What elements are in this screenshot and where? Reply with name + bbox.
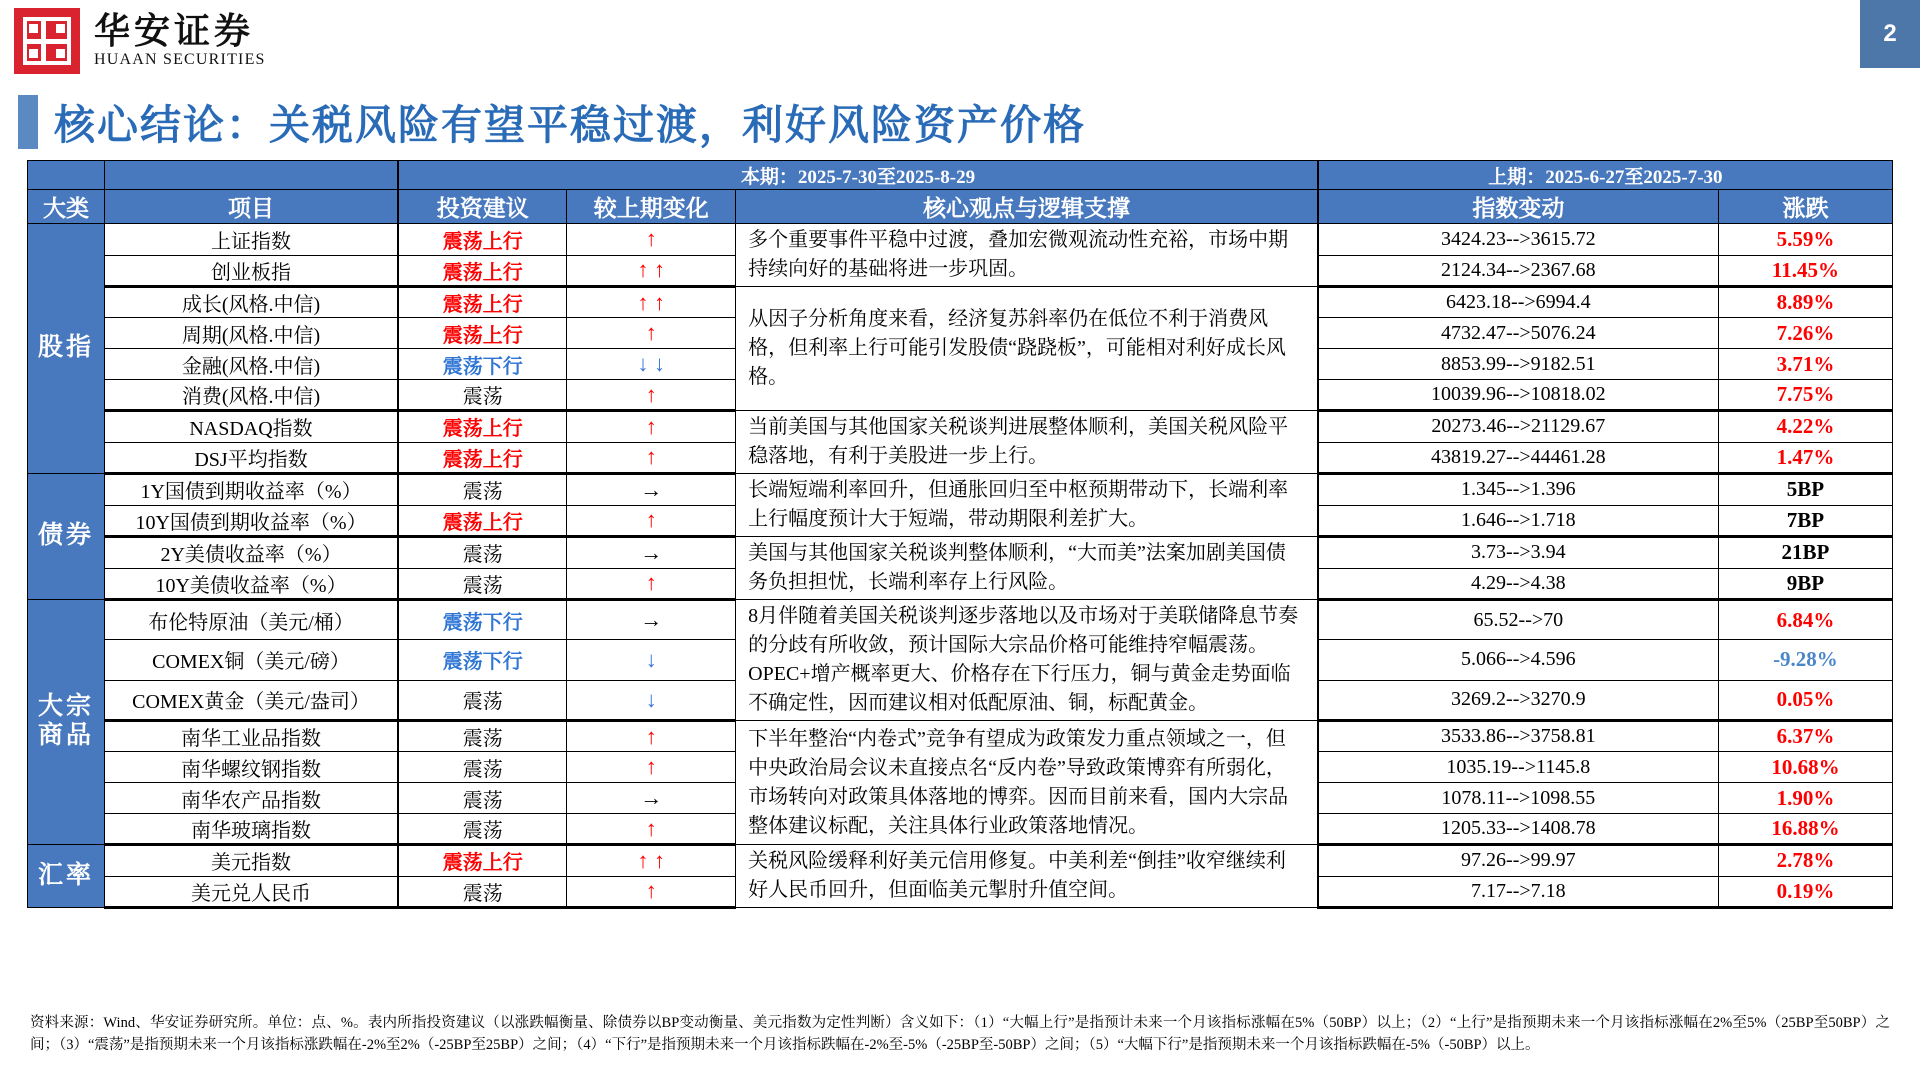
change-arrow-cell: ↓ bbox=[567, 680, 736, 720]
pct-change-cell: 7.75% bbox=[1718, 380, 1892, 411]
advice-cell: 震荡 bbox=[398, 814, 567, 845]
item-name-cell: 南华农产品指数 bbox=[104, 783, 398, 814]
advice-cell: 震荡 bbox=[398, 537, 567, 569]
core-view-cell: 长端短端利率回升，但通胀回归至中枢预期带动下，长端利率上行幅度预计大于短端，带动期限利差扩大。 bbox=[736, 474, 1318, 537]
advice-cell: 震荡下行 bbox=[398, 600, 567, 640]
core-view-cell: 从因子分析角度来看，经济复苏斜率仍在低位不利于消费风格，但利率上行可能引发股债“跷跷板”，可能相对利好成长风格。 bbox=[736, 287, 1318, 411]
col-view: 核心观点与逻辑支撑 bbox=[736, 190, 1318, 224]
pct-change-cell: 7BP bbox=[1718, 505, 1892, 537]
table-row bbox=[28, 474, 1893, 506]
item-name-cell: COMEX铜（美元/磅） bbox=[104, 640, 398, 680]
advice-cell: 震荡 bbox=[398, 752, 567, 783]
item-name-cell: 消费(风格.中信) bbox=[104, 380, 398, 411]
item-name-cell: 上证指数 bbox=[104, 224, 398, 256]
change-arrow-cell: ↑ bbox=[567, 814, 736, 845]
pct-change-cell: 3.71% bbox=[1718, 349, 1892, 380]
index-move-cell: 6423.18-->6994.4 bbox=[1318, 287, 1719, 318]
item-name-cell: 2Y美债收益率（%） bbox=[104, 537, 398, 569]
table-row bbox=[28, 287, 1893, 318]
item-name-cell: 南华工业品指数 bbox=[104, 721, 398, 752]
core-view-cell: 8月伴随着美国关税谈判逐步落地以及市场对于美联储降息节奏的分歧有所收敛，预计国际大宗品价格可能维持窄幅震荡。OPEC+增产概率更大、价格存在下行压力，铜与黄金走势面临不确定性，因而建议相对低配原油、铜，标配黄金。 bbox=[736, 600, 1318, 721]
change-arrow-cell: ↑ bbox=[567, 568, 736, 600]
col-pct: 涨跌 bbox=[1718, 190, 1892, 224]
pct-change-cell: 0.19% bbox=[1718, 876, 1892, 908]
category-cell: 大宗 商品 bbox=[28, 600, 105, 845]
item-name-cell: 布伦特原油（美元/桶） bbox=[104, 600, 398, 640]
index-move-cell: 7.17-->7.18 bbox=[1318, 876, 1719, 908]
pct-change-cell: 1.47% bbox=[1718, 442, 1892, 474]
brand-name-en: HUAAN SECURITIES bbox=[94, 50, 266, 68]
pct-change-cell: 1.90% bbox=[1718, 783, 1892, 814]
pct-change-cell: 6.84% bbox=[1718, 600, 1892, 640]
table-row bbox=[28, 600, 1893, 640]
change-arrow-cell: ↑ bbox=[567, 721, 736, 752]
company-logo bbox=[14, 8, 266, 74]
table-row bbox=[28, 411, 1893, 443]
table-row bbox=[28, 721, 1893, 752]
item-name-cell: 美元兑人民币 bbox=[104, 876, 398, 908]
period-current-header: 本期：2025-7-30至2025-8-29 bbox=[398, 161, 1318, 190]
change-arrow-cell: ↑ bbox=[567, 876, 736, 908]
index-move-cell: 4.29-->4.38 bbox=[1318, 568, 1719, 600]
index-move-cell: 8853.99-->9182.51 bbox=[1318, 349, 1719, 380]
col-change: 较上期变化 bbox=[567, 190, 736, 224]
source-footnote: 资料来源：Wind、华安证券研究所。单位：点、%。表内所指投资建议（以涨跌幅衡量、除债券以BP变动衡量、美元指数为定性判断）含义如下：（1）“大幅上行”是指预计未来一个月该指标涨幅在5%（50BP）以上；（2）“上行”是指预期未来一个月该指标涨幅在2%至5%（25BP至50BP）之间；（3）“震荡”是指预期未来一个月该指标涨跌幅在-2%至2%（-25BP至25BP）之间；（4）“下行”是指预期未来一个月该指标跌幅在-2%至-5%（-25BP至-50BP）之间；（5）“大幅下行”是指预期未来一个月该指标跌幅在-5%（-50BP）以上。 bbox=[30, 1015, 1890, 1054]
item-name-cell: 南华螺纹钢指数 bbox=[104, 752, 398, 783]
period-previous-header: 上期：2025-6-27至2025-7-30 bbox=[1318, 161, 1893, 190]
change-arrow-cell: → bbox=[567, 783, 736, 814]
advice-cell: 震荡上行 bbox=[398, 505, 567, 537]
title-accent-bar bbox=[18, 95, 38, 149]
item-name-cell: NASDAQ指数 bbox=[104, 411, 398, 443]
core-view-cell: 美国与其他国家关税谈判整体顺利，“大而美”法案加剧美国债务负担担忧，长端利率存上行风险。 bbox=[736, 537, 1318, 600]
item-name-cell: 创业板指 bbox=[104, 255, 398, 287]
index-move-cell: 65.52-->70 bbox=[1318, 600, 1719, 640]
col-item: 项目 bbox=[104, 190, 398, 224]
advice-cell: 震荡上行 bbox=[398, 255, 567, 287]
core-view-cell: 多个重要事件平稳中过渡，叠加宏微观流动性充裕，市场中期持续向好的基础将进一步巩固。 bbox=[736, 224, 1318, 287]
index-move-cell: 10039.96-->10818.02 bbox=[1318, 380, 1719, 411]
table-row bbox=[28, 537, 1893, 569]
index-move-cell: 1078.11-->1098.55 bbox=[1318, 783, 1719, 814]
pct-change-cell: 7.26% bbox=[1718, 318, 1892, 349]
table-head bbox=[28, 161, 1893, 224]
col-category: 大类 bbox=[28, 190, 105, 224]
pct-change-cell: 8.89% bbox=[1718, 287, 1892, 318]
change-arrow-cell: ↑ bbox=[567, 411, 736, 443]
pct-change-cell: 10.68% bbox=[1718, 752, 1892, 783]
index-move-cell: 3424.23-->3615.72 bbox=[1318, 224, 1719, 256]
index-move-cell: 1.345-->1.396 bbox=[1318, 474, 1719, 506]
change-arrow-cell: → bbox=[567, 474, 736, 506]
page-number-badge: 2 bbox=[1860, 0, 1920, 68]
change-arrow-cell: ↑ bbox=[567, 752, 736, 783]
core-view-cell: 关税风险缓释利好美元信用修复。中美利差“倒挂”收窄继续利好人民币回升，但面临美元掣肘升值空间。 bbox=[736, 845, 1318, 908]
page-title-row bbox=[18, 92, 1086, 151]
index-move-cell: 2124.34-->2367.68 bbox=[1318, 255, 1719, 287]
item-name-cell: 成长(风格.中信) bbox=[104, 287, 398, 318]
item-name-cell: 金融(风格.中信) bbox=[104, 349, 398, 380]
advice-cell: 震荡下行 bbox=[398, 640, 567, 680]
index-move-cell: 43819.27-->44461.28 bbox=[1318, 442, 1719, 474]
pct-change-cell: 9BP bbox=[1718, 568, 1892, 600]
index-move-cell: 97.26-->99.97 bbox=[1318, 845, 1719, 877]
item-name-cell: 1Y国债到期收益率（%） bbox=[104, 474, 398, 506]
index-move-cell: 3269.2-->3270.9 bbox=[1318, 680, 1719, 720]
pct-change-cell: 11.45% bbox=[1718, 255, 1892, 287]
index-move-cell: 5.066-->4.596 bbox=[1318, 640, 1719, 680]
col-advice: 投资建议 bbox=[398, 190, 567, 224]
pct-change-cell: 4.22% bbox=[1718, 411, 1892, 443]
advice-cell: 震荡 bbox=[398, 380, 567, 411]
advice-cell: 震荡 bbox=[398, 721, 567, 752]
change-arrow-cell: → bbox=[567, 537, 736, 569]
index-move-cell: 4732.47-->5076.24 bbox=[1318, 318, 1719, 349]
advice-cell: 震荡下行 bbox=[398, 349, 567, 380]
advice-cell: 震荡上行 bbox=[398, 442, 567, 474]
asset-outlook-table bbox=[27, 160, 1893, 909]
table-row bbox=[28, 224, 1893, 256]
huaan-logo-icon bbox=[14, 8, 80, 74]
core-view-cell: 当前美国与其他国家关税谈判进展整体顺利，美国关税风险平稳落地，有利于美股进一步上行。 bbox=[736, 411, 1318, 474]
change-arrow-cell: ↑ ↑ bbox=[567, 287, 736, 318]
advice-cell: 震荡上行 bbox=[398, 411, 567, 443]
index-move-cell: 1.646-->1.718 bbox=[1318, 505, 1719, 537]
change-arrow-cell: ↑ bbox=[567, 380, 736, 411]
index-move-cell: 20273.46-->21129.67 bbox=[1318, 411, 1719, 443]
change-arrow-cell: ↑ bbox=[567, 442, 736, 474]
table-body bbox=[28, 224, 1893, 908]
category-cell: 股指 bbox=[28, 224, 105, 474]
change-arrow-cell: ↑ ↑ bbox=[567, 845, 736, 877]
pct-change-cell: 21BP bbox=[1718, 537, 1892, 569]
change-arrow-cell: ↑ bbox=[567, 224, 736, 256]
pct-change-cell: 5.59% bbox=[1718, 224, 1892, 256]
item-name-cell: DSJ平均指数 bbox=[104, 442, 398, 474]
item-name-cell: 10Y美债收益率（%） bbox=[104, 568, 398, 600]
change-arrow-cell: ↑ bbox=[567, 318, 736, 349]
advice-cell: 震荡 bbox=[398, 568, 567, 600]
table-row bbox=[28, 845, 1893, 877]
category-cell: 债券 bbox=[28, 474, 105, 600]
advice-cell: 震荡上行 bbox=[398, 318, 567, 349]
advice-cell: 震荡 bbox=[398, 876, 567, 908]
brand-name-cn: 华安证券 bbox=[94, 10, 255, 53]
change-arrow-cell: ↑ ↑ bbox=[567, 255, 736, 287]
index-move-cell: 1205.33-->1408.78 bbox=[1318, 814, 1719, 845]
page-title: 核心结论：关税风险有望平稳过渡，利好风险资产价格 bbox=[54, 101, 1086, 149]
index-move-cell: 1035.19-->1145.8 bbox=[1318, 752, 1719, 783]
item-name-cell: 南华玻璃指数 bbox=[104, 814, 398, 845]
change-arrow-cell: ↑ bbox=[567, 505, 736, 537]
pct-change-cell: 16.88% bbox=[1718, 814, 1892, 845]
pct-change-cell: 2.78% bbox=[1718, 845, 1892, 877]
change-arrow-cell: ↓ bbox=[567, 640, 736, 680]
advice-cell: 震荡上行 bbox=[398, 224, 567, 256]
advice-cell: 震荡 bbox=[398, 783, 567, 814]
item-name-cell: 美元指数 bbox=[104, 845, 398, 877]
col-index-move: 指数变动 bbox=[1318, 190, 1719, 224]
category-cell: 汇率 bbox=[28, 845, 105, 908]
item-name-cell: COMEX黄金（美元/盎司） bbox=[104, 680, 398, 720]
pct-change-cell: 5BP bbox=[1718, 474, 1892, 506]
core-view-cell: 下半年整治“内卷式”竞争有望成为政策发力重点领域之一，但中央政治局会议未直接点名“反内卷”导致政策博弈有所弱化，市场转向对政策具体落地的博弈。因而目前来看，国内大宗品整体建议标配，关注具体行业政策落地情况。 bbox=[736, 721, 1318, 845]
pct-change-cell: -9.28% bbox=[1718, 640, 1892, 680]
advice-cell: 震荡 bbox=[398, 474, 567, 506]
main-table-wrap bbox=[27, 160, 1893, 909]
change-arrow-cell: ↓ ↓ bbox=[567, 349, 736, 380]
advice-cell: 震荡 bbox=[398, 680, 567, 720]
item-name-cell: 10Y国债到期收益率（%） bbox=[104, 505, 398, 537]
pct-change-cell: 0.05% bbox=[1718, 680, 1892, 720]
pct-change-cell: 6.37% bbox=[1718, 721, 1892, 752]
item-name-cell: 周期(风格.中信) bbox=[104, 318, 398, 349]
index-move-cell: 3533.86-->3758.81 bbox=[1318, 721, 1719, 752]
advice-cell: 震荡上行 bbox=[398, 287, 567, 318]
advice-cell: 震荡上行 bbox=[398, 845, 567, 877]
index-move-cell: 3.73-->3.94 bbox=[1318, 537, 1719, 569]
change-arrow-cell: → bbox=[567, 600, 736, 640]
